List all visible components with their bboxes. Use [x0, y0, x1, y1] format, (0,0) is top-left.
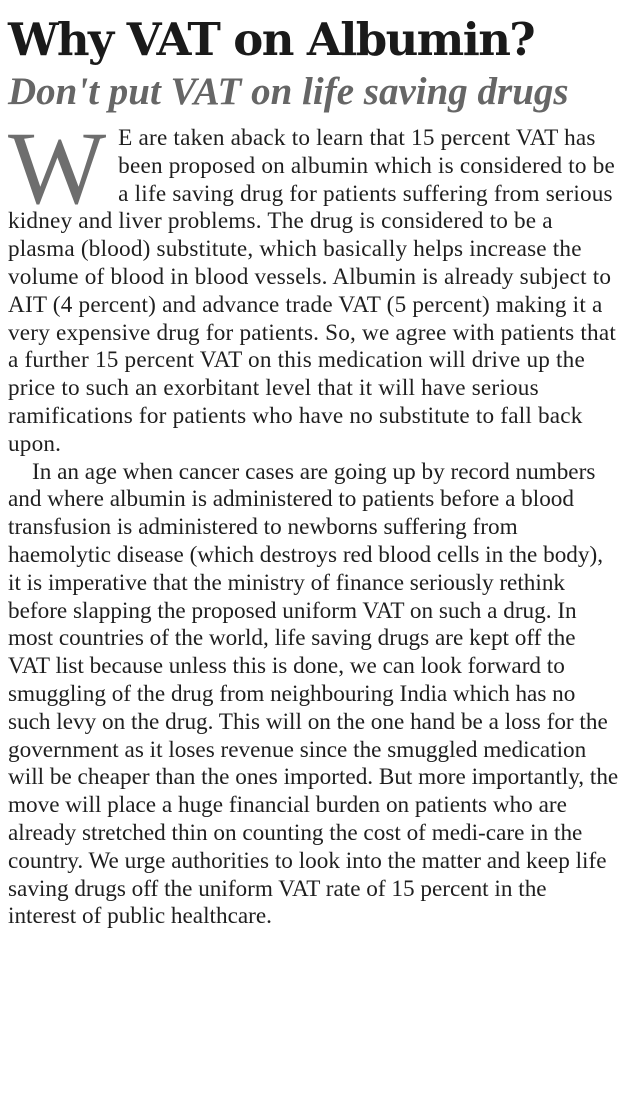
article-body	[8, 111, 620, 931]
subheadline: Don't put VAT on life saving drugs	[8, 70, 569, 113]
drop-cap: W	[8, 111, 107, 226]
paragraph-2: In an age when cancer cases are going up by record numbers and where albumin is administered to patients before a blood transfusion is administered to newborns suffering from haemolytic disease (which destroys red blood cells in the body), it is imperative that the ministry of finance seriously rethink before slapping the proposed uniform VAT on such a drug. In most countries of the world, life saving drugs are kept off the VAT list because unless this is done, we can look forward to smuggling of the drug from neighbouring India which has no such levy on the drug. This will on the one hand be a loss for the government as it loses revenue since the smuggled medication will be cheaper than the ones imported. But more importantly, the move will place a huge financial burden on patients who are already stretched thin on counting the cost of medi-care in the country. We urge authorities to look into the matter and keep life saving drugs off the uniform VAT rate of 15 percent in the interest of public healthcare.	[8, 458, 619, 930]
editorial-article	[8, 0, 620, 931]
headline: Why VAT on Albumin?	[8, 13, 535, 66]
paragraph-1	[8, 111, 620, 459]
paragraph-1-text: E are taken aback to learn that 15 percent VAT has been proposed on albumin which is considered to be a life saving drug for patients suffering from serious kidney and liver problems. The drug is considered to be a plasma (blood) substitute, which basically helps increase the volume of blood in blood vessels. Albumin is already subject to AIT (4 percent) and advance trade VAT (5 percent) making it a very expensive drug for patients. So, we agree with patients that a further 15 percent VAT on this medication will drive up the price to such an exorbitant level that it will have serious ramifications for patients who have no substitute to fall back upon.	[8, 125, 616, 457]
